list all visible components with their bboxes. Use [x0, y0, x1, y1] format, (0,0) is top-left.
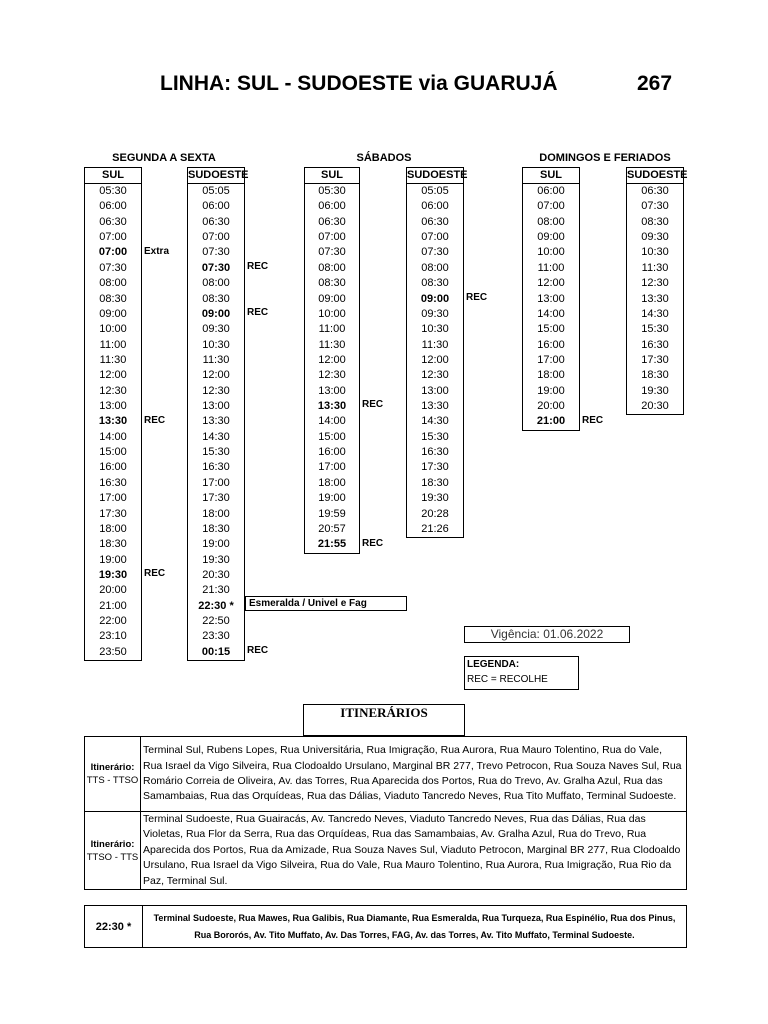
departure-time: 19:00 [318, 492, 346, 505]
departure-time: 14:30 [641, 307, 669, 320]
departure-time: 14:00 [318, 415, 346, 428]
departure-time: 17:30 [202, 492, 230, 505]
departure-time: 16:00 [537, 338, 565, 351]
departure-time: 12:30 [202, 384, 230, 397]
departure-time: 07:30 [641, 200, 669, 213]
departure-time: 08:00 [202, 277, 230, 290]
departure-time: 16:00 [318, 446, 346, 459]
rec-note: REC [247, 260, 269, 272]
itinerary-label: Itinerário: TTS - TTSO [85, 737, 141, 812]
departure-time: 11:00 [318, 323, 346, 336]
weekdays-sul-column [84, 167, 142, 661]
departure-time: 16:30 [202, 461, 230, 474]
sundays-sul-column [522, 167, 580, 431]
weekdays-sudoeste-column [187, 167, 249, 661]
departure-time: 09:00 [318, 292, 346, 305]
departure-time: 12:00 [421, 353, 449, 366]
rec-note: REC [247, 307, 269, 318]
departure-time: 05:05 [421, 185, 449, 197]
special-itinerary-table [84, 905, 687, 948]
column-header: SUDOESTE [188, 168, 244, 184]
departure-time: 09:00 [99, 307, 127, 320]
departure-time: 06:30 [202, 215, 230, 228]
departure-time: 23:50 [99, 645, 127, 658]
departure-time: 13:30 [202, 415, 230, 428]
departure-time: 07:00 [537, 200, 565, 213]
line-number: 267 [637, 72, 673, 95]
departure-time: 16:30 [99, 476, 127, 489]
departure-time: 21:30 [202, 584, 230, 597]
departure-time: 19:30 [421, 492, 449, 505]
departure-time: 11:30 [202, 353, 230, 366]
column-header: SUDOESTE [407, 168, 463, 184]
departure-time: 10:00 [537, 246, 565, 259]
departure-time: 11:30 [99, 353, 127, 366]
legend-title: LEGENDA: [467, 659, 520, 670]
departure-time: 05:05 [202, 185, 230, 197]
departure-time: 07:30 [318, 246, 346, 259]
departure-time: 12:00 [537, 277, 565, 290]
departure-time: 08:00 [318, 261, 346, 274]
departure-time: 13:00 [318, 384, 346, 397]
departure-time: 13:30 [641, 292, 669, 305]
departure-time: 19:30 [641, 384, 669, 397]
departure-time: 18:00 [318, 476, 346, 489]
departure-time: 18:00 [99, 522, 127, 535]
departure-time: 06:30 [421, 215, 449, 228]
departure-time: 07:00 [318, 231, 346, 244]
departure-time: 12:30 [421, 369, 449, 382]
departure-time: 14:00 [537, 307, 565, 320]
departure-time: 14:30 [202, 430, 230, 443]
departure-time: 13:30 [317, 400, 347, 413]
departure-time: 20:00 [99, 584, 127, 597]
sundays-sudoeste-column [626, 167, 688, 415]
departure-time: 07:30 [202, 246, 230, 259]
departure-time: 19:00 [99, 553, 127, 566]
departure-time: 10:00 [99, 323, 127, 336]
departure-time: 17:00 [99, 492, 127, 505]
departure-time: 22:00 [99, 615, 127, 628]
rec-note: REC [466, 291, 488, 303]
departure-time: 18:30 [641, 369, 669, 382]
rec-note: REC [582, 414, 604, 426]
departure-time: 18:30 [202, 522, 230, 535]
departure-time: 20:57 [318, 522, 346, 535]
departure-time: 05:30 [99, 185, 127, 197]
departure-time: 15:30 [421, 430, 449, 443]
departure-time: 21:55 [317, 538, 347, 551]
saturdays-sudoeste-column [406, 167, 468, 538]
departure-time: 15:00 [318, 430, 346, 443]
departure-time: 06:00 [421, 200, 449, 213]
departure-time: 13:00 [99, 400, 127, 413]
itinerarios-title: ITINERÁRIOS [303, 704, 465, 736]
departure-time: 19:30 [202, 553, 230, 566]
departure-time: 16:30 [641, 338, 669, 351]
departure-time: 18:30 [99, 538, 127, 551]
departure-time: 10:00 [318, 307, 346, 320]
departure-time: 20:00 [537, 400, 565, 413]
departure-time: 18:30 [421, 476, 449, 489]
itinerary-table [84, 736, 687, 890]
departure-time: 13:00 [202, 400, 230, 413]
special-route-text: Terminal Sudoeste, Rua Mawes, Rua Galibis, Rua Diamante, Rua Esmeralda, Rua Turqueza, Rua Espinélio, Rua dos Pinus, Rua Bororós, Av. Tito Muffato, Av. Das Torres, FAG, Av. das Torres, Av. Tito Muffato, Terminal Sudoeste. [143, 906, 687, 948]
departure-time: 07:00 [421, 231, 449, 244]
departure-time: 19:00 [537, 384, 565, 397]
departure-time: 09:30 [641, 231, 669, 244]
departure-time: 23:10 [99, 630, 127, 643]
sundays-header: DOMINGOS E FERIADOS [539, 152, 671, 164]
weekdays-header: SEGUNDA A SEXTA [112, 152, 216, 164]
departure-time: 07:00 [98, 246, 128, 259]
departure-time: 10:30 [641, 246, 669, 259]
departure-time: 14:30 [421, 415, 449, 428]
departure-time: 13:30 [421, 400, 449, 413]
departure-time: 07:00 [202, 231, 230, 244]
rec-note: REC [362, 399, 384, 411]
departure-time: 23:30 [202, 630, 230, 643]
legend-item: REC = RECOLHE [467, 674, 548, 685]
esmeralda-note: Esmeralda / Univel e Fag [245, 596, 407, 611]
departure-time: 20:30 [202, 568, 230, 581]
saturdays-header: SÁBADOS [356, 152, 412, 164]
departure-time: 11:30 [421, 338, 449, 351]
departure-time: 08:30 [421, 277, 449, 290]
departure-time: 12:00 [318, 353, 346, 366]
departure-time: 16:30 [421, 446, 449, 459]
departure-time: 19:00 [202, 538, 230, 551]
rec-note: REC [144, 414, 166, 426]
departure-time: 19:30 [98, 568, 128, 581]
departure-time: 12:30 [318, 369, 346, 382]
departure-time: 06:30 [99, 215, 127, 228]
rec-note: REC [362, 537, 384, 549]
column-header: SUDOESTE [627, 168, 683, 184]
departure-time: 11:00 [537, 261, 565, 274]
departure-time: 06:00 [318, 200, 346, 213]
departure-time: 07:30 [201, 261, 231, 274]
departure-time: 15:30 [641, 323, 669, 336]
departure-time: 22:30 * [198, 599, 234, 612]
departure-time: 08:30 [99, 292, 127, 305]
departure-time: 15:00 [537, 323, 565, 336]
saturdays-sul-column [304, 167, 360, 554]
departure-time: 17:00 [537, 353, 565, 366]
departure-time: 19:59 [318, 507, 346, 520]
departure-time: 10:30 [421, 323, 449, 336]
departure-time: 20:30 [641, 400, 669, 413]
departure-time: 07:30 [99, 261, 127, 274]
departure-time: 21:00 [99, 599, 127, 612]
page-title: LINHA: SUL - SUDOESTE via GUARUJÁ [160, 72, 558, 95]
departure-time: 12:00 [99, 369, 127, 382]
extra-note: Extra [144, 245, 170, 257]
departure-time: 18:00 [537, 369, 565, 382]
departure-time: 13:30 [98, 415, 128, 428]
departure-time: 17:00 [318, 461, 346, 474]
departure-time: 09:30 [202, 323, 230, 336]
departure-time: 06:00 [537, 185, 565, 197]
departure-time: 17:30 [99, 507, 127, 520]
departure-time: 17:30 [641, 353, 669, 366]
column-header: SUL [305, 168, 359, 184]
departure-time: 08:30 [641, 215, 669, 228]
departure-time: 15:00 [99, 446, 127, 459]
departure-time: 12:30 [99, 384, 127, 397]
departure-time: 11:00 [99, 338, 127, 351]
departure-time: 09:30 [421, 307, 449, 320]
departure-time: 18:00 [202, 507, 230, 520]
departure-time: 06:00 [202, 200, 230, 213]
departure-time: 00:15 [201, 645, 231, 658]
special-trip-time: 22:30 * [85, 906, 143, 948]
departure-time: 09:00 [201, 307, 231, 320]
departure-time: 08:30 [202, 292, 230, 305]
departure-time: 09:00 [420, 292, 450, 305]
departure-time: 06:00 [99, 200, 127, 213]
departure-time: 08:00 [537, 215, 565, 228]
departure-time: 05:30 [318, 185, 346, 197]
departure-time: 13:00 [421, 384, 449, 397]
itinerary-label: Itinerário: TTSO - TTS [85, 812, 141, 890]
departure-time: 21:26 [421, 522, 449, 535]
vigencia-box: Vigência: 01.06.2022 [464, 626, 630, 643]
departure-time: 06:30 [641, 185, 669, 197]
departure-time: 17:30 [421, 461, 449, 474]
column-header: SUL [85, 168, 141, 184]
departure-time: 14:00 [99, 430, 127, 443]
departure-time: 12:00 [202, 369, 230, 382]
itinerary-route-text: Terminal Sudoeste, Rua Guairacás, Av. Tancredo Neves, Viaduto Tancredo Neves, Rua das Dálias, Rua das Violetas, Rua Flor da Serra, Rua das Orquídeas, Rua das Samambaias, Av. Gralha Azul, Rua do Trevo, Rua Aparecida dos Portos, Rua da Amizade, Rua Souza Naves Sul, Viaduto Petrocon, Marginal BR 277, Rua Clodoaldo Ursulano, Rua Israel da Vigo Silveira, Rua do Vale, Rua Mauro Tolentino, Rua Aurora, Rua Imigração, Rua Rio da Paz, Terminal Sul. [141, 812, 687, 890]
rec-note: REC [144, 568, 166, 580]
departure-time: 17:00 [202, 476, 230, 489]
column-header: SUL [523, 168, 579, 184]
departure-time: 16:00 [99, 461, 127, 474]
departure-time: 12:30 [641, 277, 669, 290]
departure-time: 22:50 [202, 615, 230, 628]
departure-time: 06:30 [318, 215, 346, 228]
itinerary-route-text: Terminal Sul, Rubens Lopes, Rua Universitária, Rua Imigração, Rua Aurora, Rua Mauro Tolentino, Rua do Vale, Rua Israel da Vigo Silveira, Rua Clodoaldo Ursulano, Marginal BR 277, Trevo Petrocon, Rua Souza Naves Sul, Rua Romário Correia de Oliveira, Av. das Torres, Rua Aparecida dos Portos, Rua do Trevo, Av. Gralha Azul, Rua das Samambaias, Rua das Orquídeas, Rua das Dálias, Viaduto Tancredo Neves, Rua Tito Muffato, Terminal Sudoeste. [141, 737, 687, 812]
departure-time: 10:30 [202, 338, 230, 351]
departure-time: 07:30 [421, 246, 449, 259]
departure-time: 11:30 [318, 338, 346, 351]
departure-time: 21:00 [536, 415, 566, 428]
departure-time: 08:00 [99, 277, 127, 290]
departure-time: 08:00 [421, 261, 449, 274]
departure-time: 15:30 [202, 446, 230, 459]
departure-time: 13:00 [537, 292, 565, 305]
departure-time: 11:30 [641, 261, 669, 274]
departure-time: 09:00 [537, 231, 565, 244]
departure-time: 20:28 [421, 507, 449, 520]
legend-box [464, 656, 579, 690]
departure-time: 07:00 [99, 231, 127, 244]
departure-time: 08:30 [318, 277, 346, 290]
rec-note: REC [247, 645, 269, 657]
